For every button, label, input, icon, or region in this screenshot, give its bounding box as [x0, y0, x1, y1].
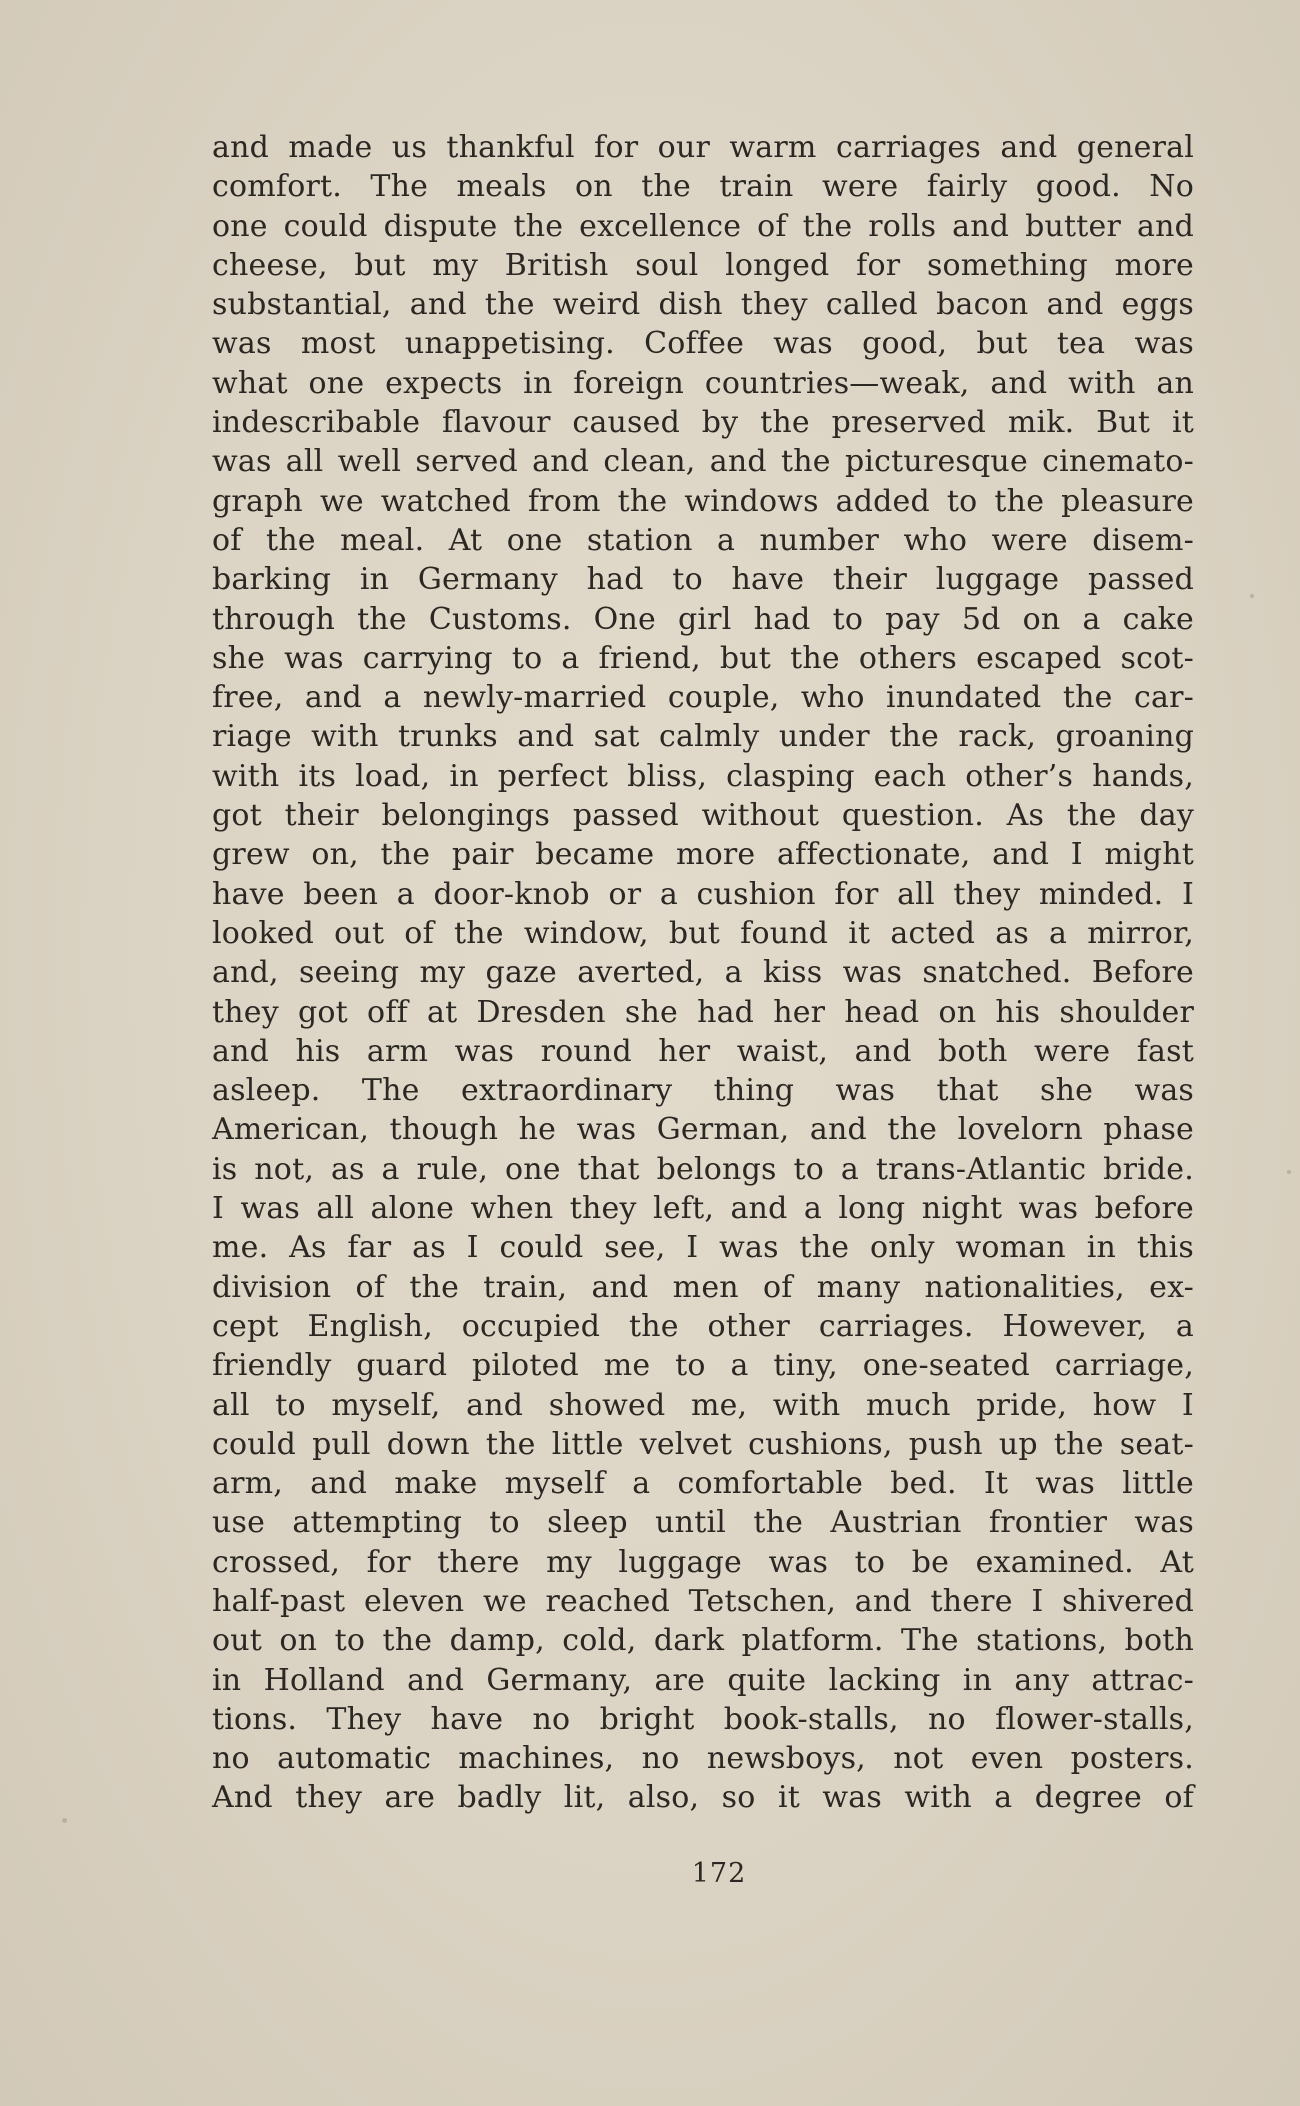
text-line: through the Customs. One girl had to pay 5d on a cake: [212, 601, 1194, 637]
text-line: out on to the damp, cold, dark platform. The stations, both: [212, 1623, 1194, 1659]
text-line: could pull down the little velvet cushions, push up the seat-: [212, 1426, 1194, 1462]
text-line: she was carrying to a friend, but the others escaped scot-: [212, 640, 1194, 676]
text-line: crossed, for there my luggage was to be examined. At: [212, 1544, 1194, 1580]
page-number: 172: [691, 1858, 747, 1889]
paper-speck: [1250, 594, 1254, 598]
text-line: was most unappetising. Coffee was good, but tea was: [212, 326, 1194, 362]
text-line: grew on, the pair became more affectionate, and I might: [212, 837, 1194, 873]
text-line: was all well served and clean, and the picturesque cinemato-: [212, 444, 1194, 480]
text-line: and made us thankful for our warm carriages and general: [212, 130, 1194, 165]
text-line: use attempting to sleep until the Austrian frontier was: [212, 1505, 1194, 1541]
text-line: half-past eleven we reached Tetschen, and there I shivered: [212, 1583, 1194, 1619]
text-line: cept English, occupied the other carriages. However, a: [212, 1308, 1194, 1344]
text-line: all to myself, and showed me, with much pride, how I: [212, 1387, 1194, 1423]
text-line: barking in Germany had to have their luggage passed: [212, 562, 1194, 598]
text-line: got their belongings passed without question. As the day: [212, 798, 1194, 834]
body-text: [212, 128, 1194, 1818]
paper-speck: [1287, 1170, 1291, 1174]
text-line: I was all alone when they left, and a long night was before: [212, 1191, 1194, 1227]
paper-speck: [62, 1818, 67, 1823]
text-line: comfort. The meals on the train were fairly good. No: [212, 169, 1194, 205]
text-line: graph we watched from the windows added to the pleasure: [212, 483, 1194, 519]
text-line: what one expects in foreign countries—weak, and with an: [212, 365, 1194, 401]
text-line: riage with trunks and sat calmly under the rack, groaning: [212, 719, 1194, 755]
text-line: with its load, in perfect bliss, clasping each other’s hands,: [212, 758, 1194, 794]
text-line: one could dispute the excellence of the rolls and butter and: [212, 208, 1194, 244]
text-line: And they are badly lit, also, so it was with a degree of: [212, 1780, 1194, 1816]
text-line: friendly guard piloted me to a tiny, one-seated carriage,: [212, 1348, 1194, 1384]
text-line: they got off at Dresden she had her head on his shoulder: [212, 994, 1194, 1030]
text-line: me. As far as I could see, I was the only woman in this: [212, 1230, 1194, 1266]
text-line: free, and a newly-married couple, who inundated the car-: [212, 680, 1194, 716]
text-line: substantial, and the weird dish they called bacon and eggs: [212, 287, 1194, 323]
text-line: American, though he was German, and the lovelorn phase: [212, 1112, 1194, 1148]
text-line: asleep. The extraordinary thing was that she was: [212, 1073, 1194, 1109]
text-line: looked out of the window, but found it acted as a mirror,: [212, 915, 1194, 951]
text-line: is not, as a rule, one that belongs to a trans-Atlantic bride.: [212, 1151, 1194, 1187]
text-line: cheese, but my British soul longed for something more: [212, 247, 1194, 283]
text-line: have been a door-knob or a cushion for all they minded. I: [212, 876, 1194, 912]
text-line: of the meal. At one station a number who were disem-: [212, 522, 1194, 558]
text-line: in Holland and Germany, are quite lacking in any attrac-: [212, 1662, 1194, 1698]
text-line: no automatic machines, no newsboys, not even posters.: [212, 1741, 1194, 1777]
text-line: arm, and make myself a comfortable bed. It was little: [212, 1466, 1194, 1502]
text-line: division of the train, and men of many nationalities, ex-: [212, 1269, 1194, 1305]
text-line: and his arm was round her waist, and both were fast: [212, 1033, 1194, 1069]
text-line: indescribable flavour caused by the preserved mik. But it: [212, 405, 1194, 441]
text-line: tions. They have no bright book-stalls, no flower-stalls,: [212, 1701, 1194, 1737]
text-line: and, seeing my gaze averted, a kiss was snatched. Before: [212, 955, 1194, 991]
